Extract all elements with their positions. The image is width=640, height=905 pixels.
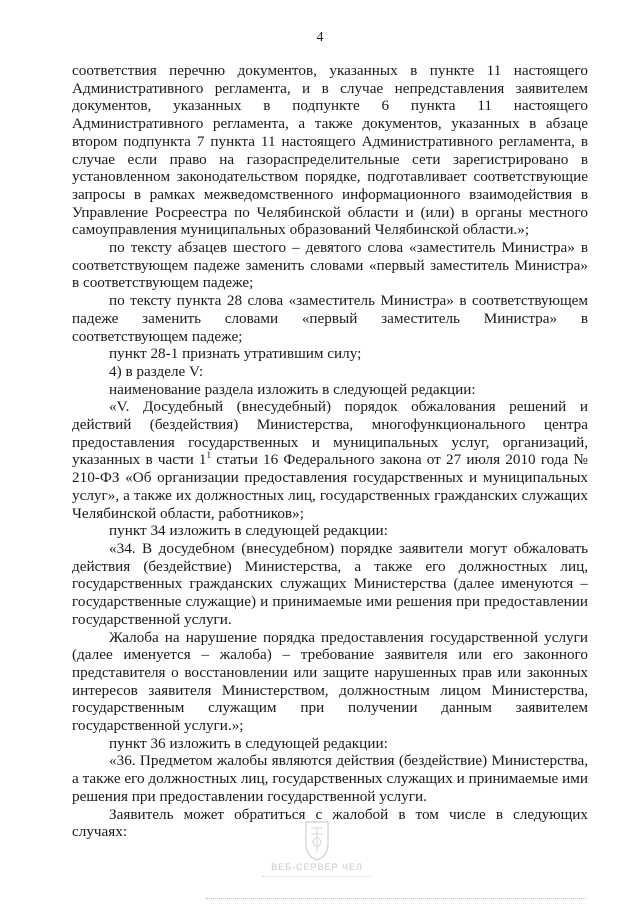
stamp-divider: [262, 876, 372, 879]
coat-of-arms-icon: [262, 818, 372, 862]
paragraph-text: «V. Досудебный (внесудебный) порядок обжалования решений и действий (бездействия) Министерства, многофункционального центра предоставления государственных и муниципальных услуг, организаций, указанных в части 1: [72, 398, 588, 469]
watermark-stamp: [262, 818, 372, 888]
paragraph: соответствия перечню документов, указанных в пункте 11 настоящего Административного регламента, и в случае непредставления заявителем документов, указанных в подпункте 6 пункта 11 настоящего Административного регламента, а также документов, указанных в абзаце втором подпункта 7 пункта 11 настоящего Административного регламента, в случае если право на газораспределительные сети зарегистрировано в установленном законодательством порядке, подготавливает соответствующие запросы в рамках межведомственного информационного взаимодействия в Управление Росреестра по Челябинской области и (или) в органы местного самоуправления муниципальных образований Челябинской области.»;: [72, 62, 588, 239]
paragraph: «34. В досудебном (внесудебном) порядке заявители могут обжаловать действия (бездействие) Министерства, а также его должностных лиц, государственных гражданских служащих Министерства (далее именуются – государственные служащие) и принимаемые ими решения при предоставлении государственной услуги.: [72, 539, 588, 628]
paragraph: [72, 398, 588, 522]
stamp-text: ВЕБ-СЕРВЕР ЧЕЛ: [271, 862, 363, 872]
paragraph: по тексту абзацев шестого – девятого слова «заместитель Министра» в соответствующем падеже заменить словами «первый заместитель Министра» в соответствующем падеже;: [72, 239, 588, 292]
paragraph: пункт 28-1 признать утратившим силу;: [109, 345, 362, 363]
footer-divider: [206, 898, 586, 899]
paragraph: Заявитель может обратиться с жалобой в том числе в следующих случаях:: [72, 805, 588, 841]
superscript: 1: [206, 450, 212, 461]
paragraph: пункт 36 изложить в следующей редакции:: [109, 734, 388, 752]
document-body: [72, 62, 588, 841]
paragraph: пункт 34 изложить в следующей редакции:: [109, 522, 388, 540]
paragraph: 4) в разделе V:: [109, 362, 204, 380]
paragraph: наименование раздела изложить в следующей редакции:: [109, 380, 476, 398]
paragraph: по тексту пункта 28 слова «заместитель Министра» в соответствующем падеже заменить словами «первый заместитель Министра» в соответствующем падеже;: [72, 292, 588, 345]
page-number: 4: [316, 30, 324, 45]
paragraph: «36. Предметом жалобы являются действия (бездействие) Министерства, а также его должностных лиц, государственных служащих и принимаемые ими решения при предоставлении государственной услуги.: [72, 752, 588, 805]
paragraph: Жалоба на нарушение порядка предоставления государственной услуги (далее именуется – жалоба) – требование заявителя или его законного представителя о восстановлении или защите нарушенных прав или законных интересов заявителя Министерством, должностным лицом Министерства, государственным служащим при получении данным заявителем государственной услуги.»;: [72, 628, 588, 735]
paragraph-text: статьи 16 Федерального закона от 27 июля 2010 года № 210-ФЗ «Об организации предоставления государственных и муниципальных услуг», а также их должностных лиц, государственных гражданских служащих Челябинской области, работников»;: [72, 451, 588, 522]
